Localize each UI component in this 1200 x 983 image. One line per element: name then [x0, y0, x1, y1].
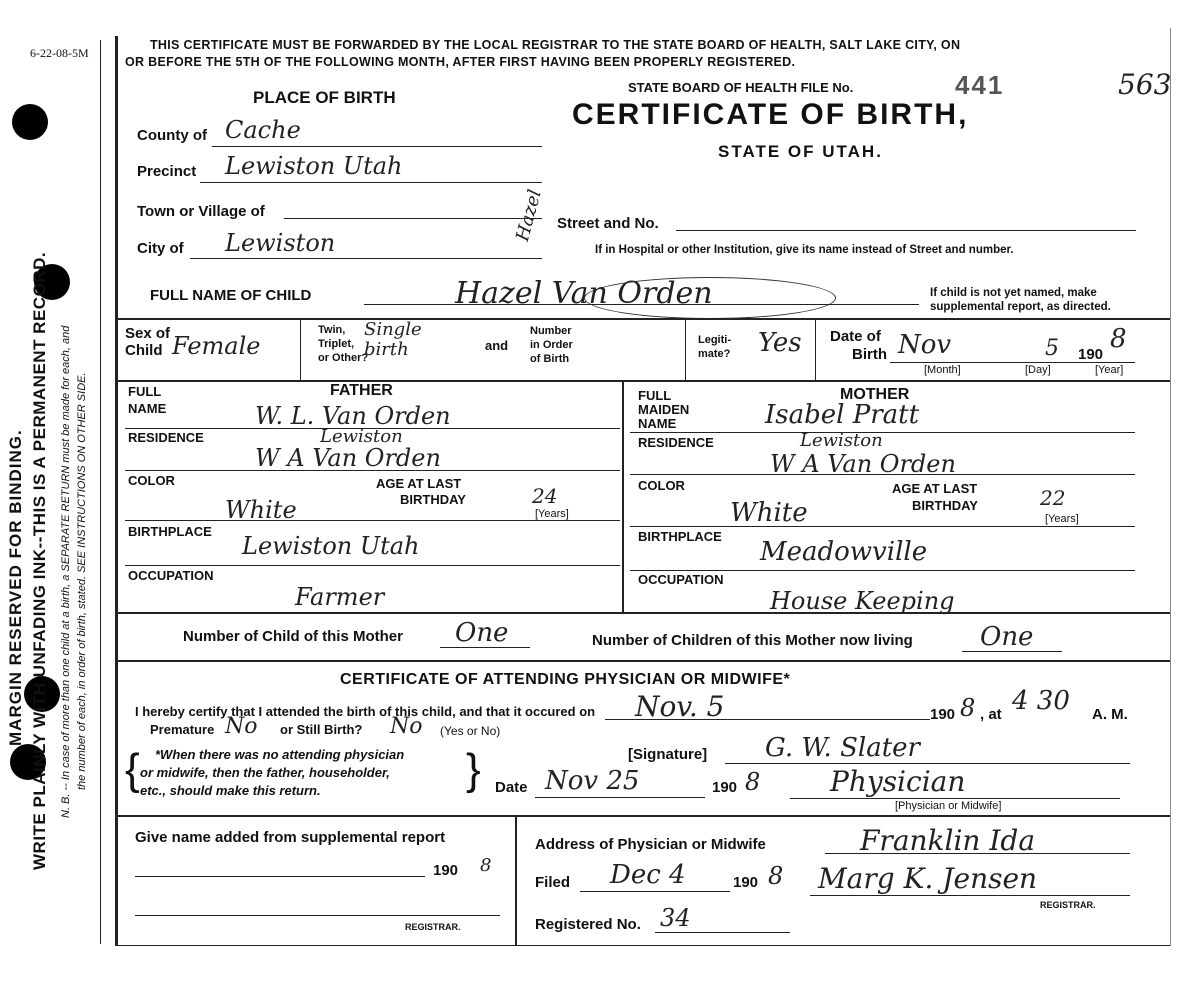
street-line	[676, 230, 1136, 231]
physician-note-3: etc., should make this return.	[140, 783, 321, 798]
certify-text: I hereby certify that I attended the birth of this child, and that it occured on	[135, 704, 596, 719]
signature-label: [Signature]	[628, 746, 708, 763]
mother-age-label-1: AGE AT LAST	[892, 481, 978, 496]
sex-label-1: Sex of	[125, 325, 171, 342]
child-name-value: Hazel Van Orden	[455, 276, 713, 311]
mother-name-label: NAME	[638, 416, 677, 431]
address-value: Franklin Ida	[860, 824, 1036, 857]
father-residence-1: Lewiston	[320, 426, 403, 447]
precinct-value: Lewiston Utah	[225, 152, 403, 180]
child-name-label: FULL NAME OF CHILD	[150, 287, 312, 304]
signature-line	[725, 763, 1130, 764]
birth-year-prefix: 190	[930, 706, 956, 723]
father-age-label-1: AGE AT LAST	[376, 476, 462, 491]
sign-date-label: Date	[495, 779, 528, 796]
county-line	[212, 146, 542, 147]
sex-label-2: Child	[125, 342, 163, 359]
dob-year-prefix: 190	[1078, 346, 1104, 363]
father-color: White	[225, 496, 297, 524]
margin-nb-note-1: N. B. -- In case of more than one child at a birth, a SEPARATE RETURN must be made for each, and	[60, 325, 72, 818]
physician-bottom-rule	[118, 815, 1170, 817]
mother-color: White	[730, 498, 808, 528]
row-bottom-rule	[118, 380, 1170, 382]
mother-years-label: [Years]	[1045, 513, 1079, 525]
physician-heading: CERTIFICATE OF ATTENDING PHYSICIAN OR MIDWIFE*	[340, 671, 791, 688]
registrar-line-2	[810, 895, 1130, 896]
child-no-value: One	[455, 618, 509, 648]
father-residence-line	[125, 470, 620, 471]
mother-occupation: House Keeping	[770, 587, 955, 615]
twin-label-2: Triplet,	[318, 338, 355, 350]
father-color-line	[125, 520, 620, 521]
order-divider	[685, 318, 686, 380]
sign-date-line	[535, 797, 705, 798]
filed-year-prefix: 190	[733, 874, 759, 891]
child-name-line	[364, 304, 919, 305]
mother-heading: MOTHER	[840, 386, 910, 403]
legit-label-1: Legiti-	[698, 334, 731, 346]
form-code: 6-22-08-5M	[30, 46, 89, 60]
premature-label: Premature	[150, 722, 215, 737]
filed-label: Filed	[535, 874, 571, 891]
margin-nb-note-2: the number of each, in order of birth, stated. SEE INSTRUCTIONS ON OTHER SIDE.	[76, 372, 88, 790]
am-label: A. M.	[1092, 706, 1128, 723]
form-bottom-rule	[118, 945, 1170, 946]
form-right-border	[1170, 28, 1171, 946]
left-brace: {	[125, 745, 140, 794]
registrar-label-1: REGISTRAR.	[405, 922, 461, 932]
father-years-label: [Years]	[535, 508, 569, 520]
margin-rule	[100, 40, 101, 944]
father-name: W. L. Van Orden	[255, 402, 451, 430]
father-age: 24	[532, 484, 558, 508]
twin-label-3: or Other?	[318, 352, 369, 364]
dob-label-1: Date of	[830, 328, 881, 345]
year-label: [Year]	[1095, 364, 1124, 376]
legit-divider	[815, 318, 816, 380]
legit-value: Yes	[758, 328, 802, 358]
place-heading: PLACE OF BIRTH	[253, 88, 396, 107]
birth-date-line	[605, 719, 930, 720]
mother-residence-1: Lewiston	[800, 430, 883, 451]
city-value: Lewiston	[225, 229, 336, 257]
parents-divider	[622, 382, 624, 612]
street-label: Street and No.	[557, 215, 659, 232]
child-no-label: Number of Child of this Mother	[183, 628, 403, 645]
supp-line	[135, 876, 425, 877]
father-occupation-label: OCCUPATION	[128, 568, 214, 583]
mother-birthplace-label: BIRTHPLACE	[638, 529, 722, 544]
mother-name: Isabel Pratt	[765, 400, 920, 430]
sign-year: 8	[745, 768, 761, 796]
child-name-note-2: supplemental report, as directed.	[930, 301, 1111, 313]
margin-binding-note: MARGIN RESERVED FOR BINDING.	[6, 429, 25, 746]
father-color-label: COLOR	[128, 473, 175, 488]
living-line	[962, 651, 1062, 652]
father-residence-2: W A Van Orden	[255, 444, 441, 472]
sex-value: Female	[172, 332, 261, 360]
parents-bottom-rule	[118, 612, 1170, 614]
file-no: 441	[955, 70, 1005, 100]
town-label: Town or Village of	[137, 203, 265, 220]
sign-date: Nov 25	[545, 766, 640, 796]
header-line-2: OR BEFORE THE 5TH OF THE FOLLOWING MONTH, AFTER FIRST HAVING BEEN PROPERLY REGISTERED.	[125, 55, 796, 69]
file-no-label: STATE BOARD OF HEALTH FILE No.	[628, 80, 854, 95]
legit-label-2: mate?	[698, 348, 731, 360]
mother-occupation-label: OCCUPATION	[638, 572, 724, 587]
dob-line	[890, 362, 1135, 363]
father-birthplace-label: BIRTHPLACE	[128, 524, 212, 539]
order-label-3: of Birth	[530, 353, 570, 365]
supp-year-prefix: 190	[433, 862, 459, 879]
physician-note-2: or midwife, then the father, householder,	[140, 765, 390, 780]
physician-title-label: [Physician or Midwife]	[895, 800, 1002, 812]
page-number: 563	[1118, 68, 1172, 101]
father-birthplace: Lewiston Utah	[242, 532, 420, 560]
child-name-correction: Hazel	[512, 187, 546, 244]
filed-line	[580, 891, 730, 892]
dob-label-2: Birth	[852, 346, 887, 363]
margin-ink-note: WRITE PLAINLY WITH UNFADING INK--THIS IS A PERMANENT RECORD.	[30, 251, 49, 870]
state-title: STATE OF UTAH.	[718, 142, 883, 161]
filed-year: 8	[768, 862, 784, 890]
day-label: [Day]	[1025, 364, 1051, 376]
dob-month: Nov	[898, 330, 952, 360]
counts-bottom-rule	[118, 660, 1170, 662]
filed-date: Dec 4	[610, 860, 686, 890]
city-label: City of	[137, 240, 184, 257]
sign-year-prefix: 190	[712, 779, 738, 796]
registrar-line-1	[135, 915, 500, 916]
twin-label-1: Twin,	[318, 324, 346, 336]
child-name-note-1: If child is not yet named, make	[930, 287, 1097, 299]
reg-no-line	[655, 932, 790, 933]
certificate-title: CERTIFICATE OF BIRTH,	[572, 98, 969, 131]
mother-age-label-2: BIRTHDAY	[912, 498, 978, 513]
mother-residence-line	[630, 474, 1135, 475]
mother-maiden-label: MAIDEN	[638, 402, 690, 417]
address-label: Address of Physician or Midwife	[535, 836, 766, 853]
at-label: , at	[980, 706, 1002, 723]
child-name-circle	[584, 277, 836, 319]
reg-no-label: Registered No.	[535, 916, 641, 933]
dob-year: 8	[1110, 324, 1127, 354]
mother-residence-label: RESIDENCE	[638, 435, 714, 450]
sex-divider	[300, 318, 301, 380]
and-label: and	[485, 338, 509, 353]
child-no-line	[440, 647, 530, 648]
physician-title: Physician	[830, 765, 966, 798]
form-left-border	[115, 36, 118, 946]
reg-no-value: 34	[660, 904, 691, 932]
mother-color-line	[630, 526, 1135, 527]
stillbirth-label: or Still Birth?	[280, 722, 363, 737]
address-line	[825, 853, 1130, 854]
binding-hole-1	[12, 104, 48, 140]
birth-time: 4 30	[1012, 686, 1070, 716]
birth-date: Nov. 5	[635, 690, 725, 723]
signature: G. W. Slater	[765, 733, 920, 763]
stillbirth-value: No	[390, 714, 423, 739]
hospital-note: If in Hospital or other Institution, give its name instead of Street and number.	[595, 244, 1014, 256]
premature-value: No	[225, 714, 258, 739]
city-line	[190, 258, 542, 259]
father-occupation: Farmer	[295, 583, 385, 611]
living-value: One	[980, 622, 1034, 652]
town-line	[284, 218, 542, 219]
mother-residence-2: W A Van Orden	[770, 450, 956, 478]
twin-value: Single birth	[364, 319, 422, 360]
mother-birthplace-line	[630, 570, 1135, 571]
dob-day: 5	[1045, 336, 1059, 361]
father-name-label: NAME	[128, 401, 167, 416]
mother-full-label: FULL	[638, 388, 672, 403]
footer-divider	[515, 815, 517, 946]
order-label-1: Number	[530, 325, 572, 337]
father-full-label: FULL	[128, 384, 162, 399]
mother-birthplace: Meadowville	[760, 537, 928, 567]
supp-label: Give name added from supplemental report	[135, 829, 446, 846]
father-birthplace-line	[125, 565, 620, 566]
father-age-label-2: BIRTHDAY	[400, 492, 466, 507]
precinct-line	[200, 182, 542, 183]
registrar-label-2: REGISTRAR.	[1040, 900, 1096, 910]
father-heading: FATHER	[330, 382, 393, 399]
mother-color-label: COLOR	[638, 478, 685, 493]
yesno-label: (Yes or No)	[440, 724, 501, 738]
header-line-1: THIS CERTIFICATE MUST BE FORWARDED BY THE LOCAL REGISTRAR TO THE STATE BOARD OF HEALTH, SALT LAKE CITY, ON	[150, 38, 961, 52]
county-value: Cache	[225, 116, 301, 144]
row-top-rule	[118, 318, 1170, 320]
supp-year: 8	[480, 855, 492, 876]
precinct-label: Precinct	[137, 163, 197, 180]
order-label-2: in Order	[530, 339, 573, 351]
registrar-signature: Marg K. Jensen	[818, 862, 1038, 895]
father-residence-label: RESIDENCE	[128, 430, 204, 445]
county-label: County of	[137, 127, 207, 144]
birth-year: 8	[960, 694, 976, 722]
mother-age: 22	[1040, 486, 1066, 510]
living-label: Number of Children of this Mother now living	[592, 632, 913, 649]
physician-title-line	[790, 798, 1120, 799]
physician-note-1: *When there was no attending physician	[155, 747, 405, 762]
month-label: [Month]	[924, 364, 961, 376]
right-brace: }	[466, 745, 481, 794]
